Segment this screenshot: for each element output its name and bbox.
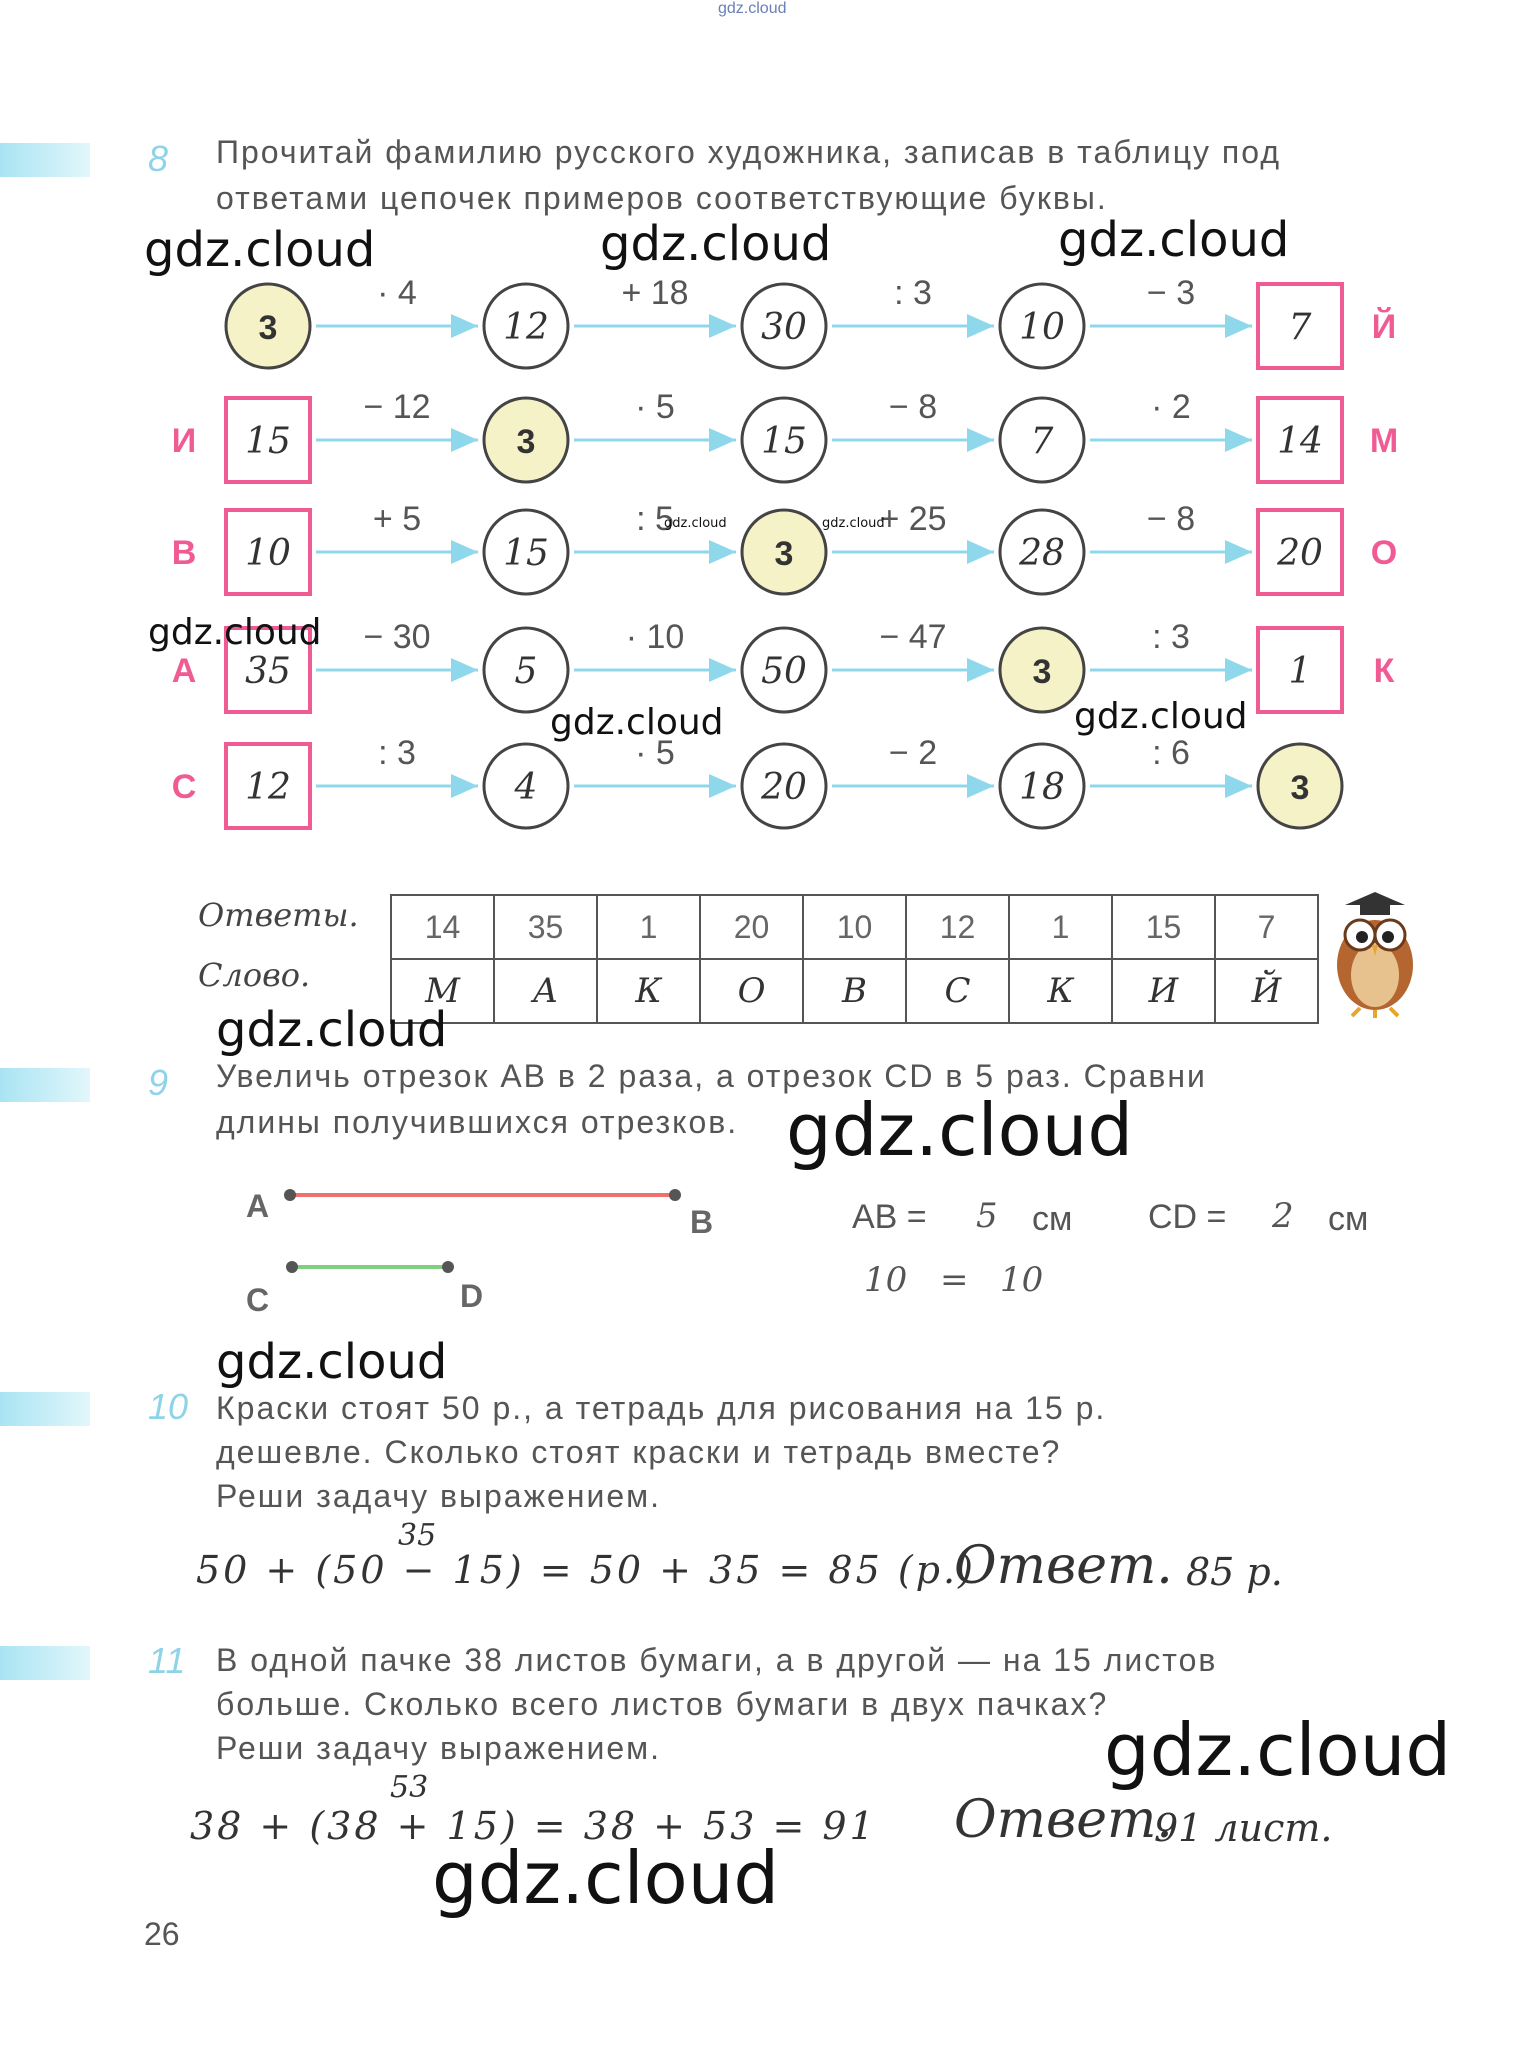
- task-text: Реши задачу выражением.: [216, 1730, 661, 1766]
- node-value: 3: [1290, 769, 1310, 807]
- node-value: 3: [258, 309, 278, 347]
- node-value: 15: [761, 421, 807, 462]
- node-value: 3: [516, 423, 536, 461]
- example-chains: [0, 0, 1520, 860]
- letter-cell[interactable]: К: [1009, 959, 1112, 1023]
- watermark: gdz.cloud: [148, 612, 322, 653]
- point-a-label: A: [246, 1188, 270, 1224]
- compare-left: 10: [864, 1260, 908, 1300]
- operation-label: : 3: [894, 274, 932, 312]
- row-letter-right: Й: [1371, 308, 1397, 346]
- node-value: 12: [503, 307, 549, 348]
- exercise-tab: [0, 1392, 90, 1426]
- row-letter-left: С: [171, 768, 197, 806]
- watermark: gdz.cloud: [664, 516, 727, 531]
- ab-label: AB =: [852, 1198, 927, 1236]
- operation-label: − 30: [363, 618, 431, 656]
- operation-label: · 5: [635, 388, 675, 426]
- node-value: 35: [245, 651, 291, 692]
- node-value: 1: [1288, 651, 1312, 692]
- exercise-number: 10: [148, 1386, 189, 1427]
- watermark: gdz.cloud: [144, 222, 376, 278]
- segments-drawing: [230, 1180, 750, 1330]
- watermark: gdz.cloud: [600, 216, 832, 272]
- answers-row: [391, 895, 1318, 959]
- node-value: 10: [245, 533, 291, 574]
- node-value: 28: [1019, 533, 1065, 574]
- row-letter-left: А: [171, 652, 197, 690]
- answer-cell: 14: [391, 895, 494, 959]
- row-letter-left: В: [171, 534, 197, 572]
- node-value: 20: [761, 767, 807, 808]
- operation-label: : 3: [378, 734, 416, 772]
- solution-expression: 38 + (38 + 15) = 38 + 53 = 91: [190, 1804, 877, 1848]
- letters-row: [391, 959, 1318, 1023]
- node-value: 7: [1030, 421, 1054, 462]
- node-value: 15: [245, 421, 291, 462]
- task-text: Краски стоят 50 р., а тетрадь для рисования на 15 р.: [216, 1390, 1107, 1426]
- task-text: Реши задачу выражением.: [216, 1478, 661, 1514]
- watermark: gdz.cloud: [1104, 1708, 1452, 1792]
- watermark: gdz.cloud: [216, 1002, 448, 1058]
- node-value: 10: [1019, 307, 1065, 348]
- answers-label: Ответы.: [198, 896, 359, 934]
- row-letter-right: К: [1373, 652, 1395, 690]
- operation-label: · 10: [625, 618, 685, 656]
- exercise-number: 11: [148, 1640, 186, 1681]
- operation-label: : 5: [636, 500, 674, 538]
- operation-label: − 3: [1146, 274, 1196, 312]
- watermark: gdz.cloud: [822, 516, 885, 531]
- point-c: [286, 1261, 298, 1273]
- letter-cell[interactable]: В: [803, 959, 906, 1023]
- watermark: gdz.cloud: [432, 1836, 780, 1920]
- answer-label: Ответ.: [954, 1536, 1173, 1596]
- node-value: 14: [1277, 421, 1323, 462]
- answer-cell: 12: [906, 895, 1009, 959]
- answer-value: 85 р.: [1186, 1550, 1283, 1594]
- operation-label: · 2: [1151, 388, 1191, 426]
- point-d-label: D: [460, 1278, 484, 1314]
- answer-cell: 1: [1009, 895, 1112, 959]
- answer-cell: 1: [597, 895, 700, 959]
- node-value: 3: [774, 535, 794, 573]
- node-value: 4: [514, 767, 538, 808]
- operation-label: · 4: [377, 274, 417, 312]
- letter-cell[interactable]: И: [1112, 959, 1215, 1023]
- node-value: 30: [761, 307, 807, 348]
- task-text: дешевле. Сколько стоят краски и тетрадь вместе?: [216, 1434, 1062, 1470]
- point-b: [669, 1189, 681, 1201]
- header-site: gdz.cloud: [718, 0, 787, 17]
- cd-label: CD =: [1148, 1198, 1227, 1236]
- letter-cell[interactable]: Й: [1215, 959, 1318, 1023]
- task-text: В одной пачке 38 листов бумаги, а в другой — на 15 листов: [216, 1642, 1218, 1678]
- answer-cell: 20: [700, 895, 803, 959]
- ab-unit: см: [1032, 1200, 1073, 1238]
- answer-cell: 35: [494, 895, 597, 959]
- operation-label: + 18: [621, 274, 689, 312]
- watermark: gdz.cloud: [550, 702, 724, 743]
- point-b-label: B: [690, 1204, 714, 1240]
- operation-label: − 8: [888, 388, 938, 426]
- watermark: gdz.cloud: [1074, 696, 1248, 737]
- node-value: 18: [1019, 767, 1065, 808]
- task-text: длины получившихся отрезков.: [216, 1104, 739, 1140]
- node-value: 5: [514, 651, 538, 692]
- point-c-label: C: [246, 1282, 270, 1318]
- answer-cell: 10: [803, 895, 906, 959]
- point-a: [284, 1189, 296, 1201]
- answers-table: [390, 894, 1319, 1024]
- answer-label: Ответ.: [954, 1790, 1173, 1850]
- point-d: [442, 1261, 454, 1273]
- solution-expression: 50 + (50 − 15) = 50 + 35 = 85 (р.): [196, 1548, 976, 1592]
- node-value: 7: [1288, 307, 1312, 348]
- solution-note: 53: [390, 1770, 429, 1805]
- watermark: gdz.cloud: [216, 1334, 448, 1390]
- exercise-tab: [0, 1068, 90, 1102]
- ab-value: 5: [976, 1196, 998, 1236]
- node-value: 50: [761, 651, 807, 692]
- node-value: 12: [245, 767, 291, 808]
- node-value: 20: [1277, 533, 1323, 574]
- answer-cell: 7: [1215, 895, 1318, 959]
- exercise-tab: [0, 1646, 90, 1680]
- exercise-number: 9: [148, 1062, 169, 1103]
- operation-label: − 12: [363, 388, 431, 426]
- watermark: gdz.cloud: [786, 1088, 1134, 1172]
- compare-right: 10: [1000, 1260, 1044, 1300]
- letter-cell[interactable]: О: [700, 959, 803, 1023]
- letter-cell[interactable]: К: [597, 959, 700, 1023]
- row-letter-right: М: [1369, 422, 1399, 460]
- answer-cell: 15: [1112, 895, 1215, 959]
- operation-label: − 2: [888, 734, 938, 772]
- node-value: 3: [1032, 653, 1052, 691]
- exercise-number: 8: [148, 138, 169, 179]
- solution-note: 35: [398, 1518, 437, 1553]
- task-text: больше. Сколько всего листов бумаги в двух пачках?: [216, 1686, 1109, 1722]
- letter-cell[interactable]: М: [391, 959, 494, 1023]
- task-text: ответами цепочек примеров соответствующие буквы.: [216, 180, 1108, 216]
- row-letter-right: О: [1370, 534, 1398, 572]
- node-value: 15: [503, 533, 549, 574]
- operation-label: − 8: [1146, 500, 1196, 538]
- operation-label: · 5: [635, 734, 675, 772]
- word-label: Слово.: [198, 956, 311, 994]
- letter-cell[interactable]: А: [494, 959, 597, 1023]
- letter-cell[interactable]: С: [906, 959, 1009, 1023]
- answer-value: 91 лист.: [1154, 1806, 1333, 1850]
- owl-illustration: [1320, 880, 1430, 1020]
- operation-label: + 5: [372, 500, 422, 538]
- operation-label: : 3: [1152, 618, 1190, 656]
- row-letter-left: И: [171, 422, 197, 460]
- watermark: gdz.cloud: [1058, 212, 1290, 268]
- cd-unit: см: [1328, 1200, 1369, 1238]
- compare-sign: =: [940, 1260, 969, 1300]
- operation-label: − 47: [879, 618, 947, 656]
- task-text: Прочитай фамилию русского художника, записав в таблицу под: [216, 134, 1281, 170]
- cd-value: 2: [1272, 1196, 1294, 1236]
- task-text: Увеличь отрезок АВ в 2 раза, а отрезок CD в 5 раз. Сравни: [216, 1058, 1207, 1094]
- operation-label: + 25: [879, 500, 947, 538]
- operation-label: : 6: [1152, 734, 1190, 772]
- page-number: 26: [144, 1916, 180, 1952]
